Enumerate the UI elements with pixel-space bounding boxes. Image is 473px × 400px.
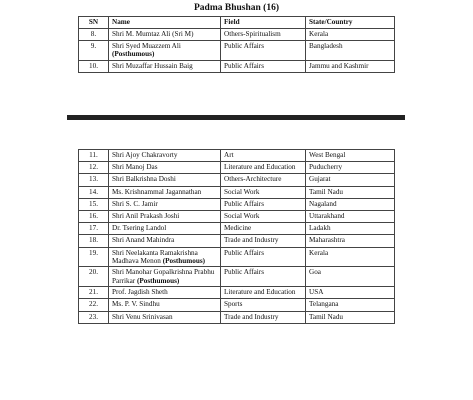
- table-row: [79, 223, 395, 235]
- cell-name: [109, 311, 221, 323]
- table-row: [79, 29, 395, 41]
- header-state: State/Country: [306, 17, 395, 29]
- cell-field: Others-Architecture: [221, 174, 306, 186]
- cell-state: Bangladesh: [306, 41, 395, 61]
- cell-sn: 11.: [79, 150, 109, 162]
- cell-state: West Bengal: [306, 150, 395, 162]
- awardee-name: Shri Venu Srinivasan: [112, 312, 173, 321]
- cell-name: [109, 235, 221, 247]
- cell-sn: 13.: [79, 174, 109, 186]
- table-row: [79, 311, 395, 323]
- cell-name: [109, 41, 221, 61]
- cell-sn: 10.: [79, 60, 109, 72]
- table-row: [79, 299, 395, 311]
- cell-state: Kerala: [306, 247, 395, 267]
- cell-state: Gujarat: [306, 174, 395, 186]
- cell-field: Trade and Industry: [221, 235, 306, 247]
- table-row: [79, 247, 395, 267]
- table-row: [79, 287, 395, 299]
- cell-sn: 21.: [79, 287, 109, 299]
- cell-sn: 8.: [79, 29, 109, 41]
- awardee-name: Shri Anand Mahindra: [112, 236, 175, 245]
- cell-field: Public Affairs: [221, 198, 306, 210]
- cell-state: USA: [306, 287, 395, 299]
- cell-field: Art: [221, 150, 306, 162]
- awardee-name: Shri M. Mumtaz Ali (Sri M): [112, 30, 194, 38]
- cell-field: Social Work: [221, 186, 306, 198]
- cell-sn: 14.: [79, 186, 109, 198]
- table-row: [79, 210, 395, 222]
- cell-name: [109, 287, 221, 299]
- cell-state: Puducherry: [306, 162, 395, 174]
- awardee-name: Shri S. C. Jamir: [112, 199, 158, 208]
- cell-name: [109, 299, 221, 311]
- cell-state: Uttarakhand: [306, 210, 395, 222]
- table-row: [79, 162, 395, 174]
- table-row: [79, 198, 395, 210]
- cell-name: [109, 186, 221, 198]
- awardee-name: Shri Syed Muazzem Ali: [112, 42, 181, 50]
- cell-sn: 23.: [79, 311, 109, 323]
- awards-table-top: [78, 16, 395, 73]
- table-row: [79, 186, 395, 198]
- awardee-name: Shri Muzaffar Hussain Baig: [112, 61, 193, 70]
- cell-name: [109, 198, 221, 210]
- cell-field: Others-Spiritualism: [221, 29, 306, 41]
- cell-field: Public Affairs: [221, 247, 306, 267]
- cell-name: [109, 174, 221, 186]
- cell-name: [109, 60, 221, 72]
- cell-field: Trade and Industry: [221, 311, 306, 323]
- table-row: [79, 235, 395, 247]
- awardee-name: Shri Manohar Gopalkrishna Prabhu Parrikar: [112, 268, 215, 285]
- cell-name: [109, 29, 221, 41]
- cell-state: Tamil Nadu: [306, 311, 395, 323]
- cell-name: [109, 247, 221, 267]
- awardee-name: Shri Manoj Das: [112, 163, 158, 172]
- page-title: Padma Bhushan (16): [194, 3, 279, 13]
- cell-sn: 20.: [79, 267, 109, 287]
- cell-field: Medicine: [221, 223, 306, 235]
- cell-name: [109, 223, 221, 235]
- awardee-name: Shri Neelakanta Ramakrishna Madhava Menon: [112, 248, 198, 265]
- header-sn: SN: [79, 17, 109, 29]
- cell-state: Goa: [306, 267, 395, 287]
- cell-sn: 22.: [79, 299, 109, 311]
- posthumous-note: (Posthumous): [136, 276, 180, 285]
- posthumous-note: (Posthumous): [162, 256, 206, 265]
- cell-state: Kerala: [306, 29, 395, 41]
- cell-sn: 12.: [79, 162, 109, 174]
- posthumous-note: (Posthumous): [112, 50, 155, 59]
- cell-state: Jammu and Kashmir: [306, 60, 395, 72]
- cell-sn: 16.: [79, 210, 109, 222]
- cell-state: Nagaland: [306, 198, 395, 210]
- cell-sn: 18.: [79, 235, 109, 247]
- cell-field: Public Affairs: [221, 41, 306, 61]
- table-row: [79, 174, 395, 186]
- cell-state: Maharashtra: [306, 235, 395, 247]
- cell-field: Literature and Education: [221, 287, 306, 299]
- cell-sn: 17.: [79, 223, 109, 235]
- awards-table-bottom: [78, 149, 395, 324]
- table-header-row: [79, 17, 395, 29]
- awardee-name: Dr. Tsering Landol: [112, 224, 167, 233]
- awardee-name: Shri Ajoy Chakravorty: [112, 151, 178, 159]
- table-row: [79, 60, 395, 72]
- cell-name: [109, 150, 221, 162]
- cell-state: Telangana: [306, 299, 395, 311]
- cell-name: [109, 162, 221, 174]
- table-row: [79, 150, 395, 162]
- cell-name: [109, 210, 221, 222]
- header-field: Field: [221, 17, 306, 29]
- cell-field: Sports: [221, 299, 306, 311]
- table-row: [79, 41, 395, 61]
- header-name: Name: [109, 17, 221, 29]
- cell-sn: 19.: [79, 247, 109, 267]
- cell-name: [109, 267, 221, 287]
- awardee-name: Ms. Krishnammal Jagannathan: [112, 187, 202, 196]
- table-row: [79, 267, 395, 287]
- cell-sn: 9.: [79, 41, 109, 61]
- cell-field: Public Affairs: [221, 267, 306, 287]
- page-separator: [67, 115, 405, 120]
- awardee-name: Shri Anil Prakash Joshi: [112, 211, 180, 220]
- cell-field: Social Work: [221, 210, 306, 222]
- awardee-name: Shri Balkrishna Doshi: [112, 175, 176, 184]
- cell-sn: 15.: [79, 198, 109, 210]
- cell-field: Literature and Education: [221, 162, 306, 174]
- awardee-name: Prof. Jagdish Sheth: [112, 288, 168, 297]
- awardee-name: Ms. P. V. Sindhu: [112, 300, 160, 309]
- cell-field: Public Affairs: [221, 60, 306, 72]
- cell-state: Tamil Nadu: [306, 186, 395, 198]
- cell-state: Ladakh: [306, 223, 395, 235]
